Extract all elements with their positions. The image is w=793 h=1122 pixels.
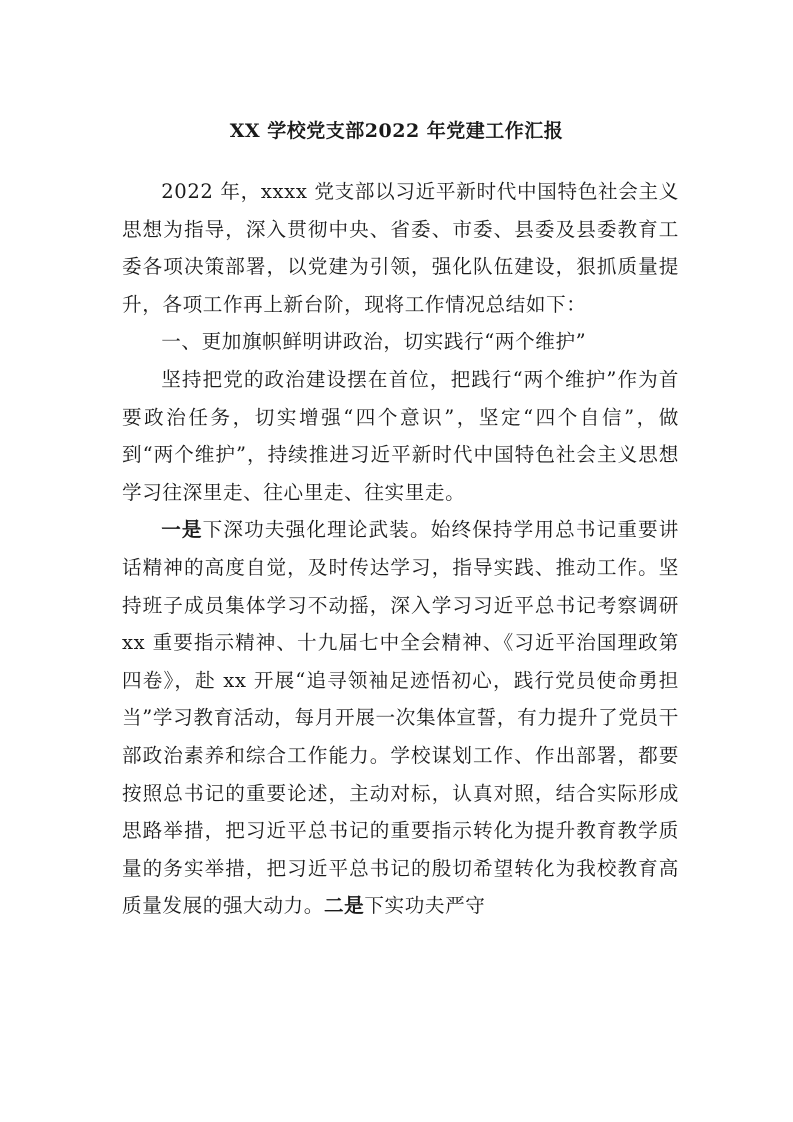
paragraph-text: 下深功夫强化理论武装。始终保持学用总书记重要讲话精神的高度自觉，及时传达学习，指导实践、推动工作。坚持班子成员集体学习不动摇，深入学习习近平总书记考察调研 xx 重要指示精神、十九届七中全会精神、《习近平治国理政第四卷》，赴 xx 开展“追寻领袖足迹悟初心，践行党员使命勇担当”学习教育活动，每月开展一次集体宣誓，有力提升了党员干部政治素养和综合工作能力。学校谋划工作、作出部署，都要按照总书记的重要论述，主动对标，认真对照，结合实际形成思路举措，把习近平总书记的重要指示转化为提升教育教学质量的务实举措，把习近平总书记的殷切希望转化为我校教育高质量发展的强大动力。 xyxy=(122,518,679,918)
point-marker-second: 二是 xyxy=(323,894,365,918)
section-heading-1 xyxy=(122,323,679,361)
paragraph-text: 坚持把党的政治建设摆在首位，把践行“两个维护”作为首要政治任务，切实增强“四个意识”，坚定“四个自信”，做到“两个维护”，持续推进习近平新时代中国特色社会主义思想学习往深里走、往心里走、往实里走。 xyxy=(122,367,679,504)
paragraph-section-1-details xyxy=(122,511,679,925)
document-title: XX 学校党支部2022 年党建工作汇报 xyxy=(229,120,564,142)
paragraph-section-1-summary xyxy=(122,361,679,511)
section-heading-text: 一、更加旗帜鲜明讲政治，切实践行“两个维护” xyxy=(161,330,587,354)
document-body xyxy=(122,173,679,925)
paragraph-intro xyxy=(122,173,679,323)
paragraph-text: 2022 年，xxxx 党支部以习近平新时代中国特色社会主义思想为指导，深入贯彻中央、省委、市委、县委及县委教育工委各项决策部署，以党建为引领，强化队伍建设，狠抓质量提升，各项工作再上新台阶，现将工作情况总结如下： xyxy=(122,180,679,316)
paragraph-text: 下实功夫严守 xyxy=(364,894,486,918)
point-marker-first: 一是 xyxy=(161,518,203,542)
